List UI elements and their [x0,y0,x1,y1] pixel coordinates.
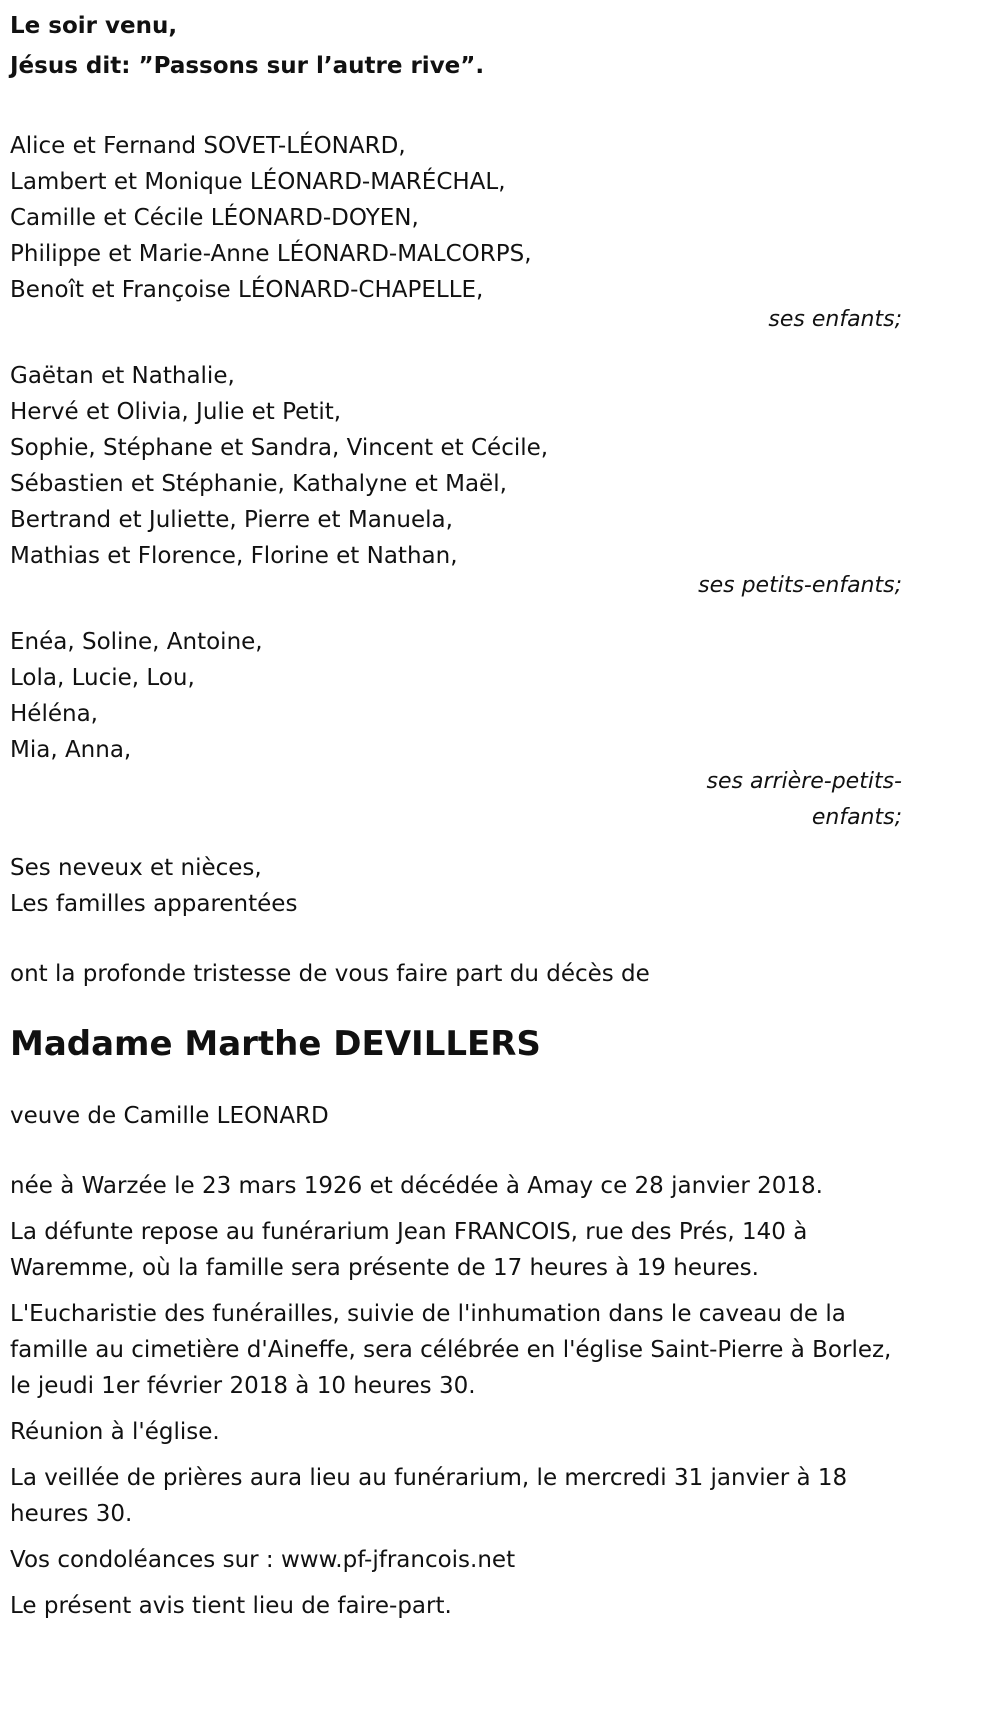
detail-paragraph: La veillée de prières aura lieu au funérarium, le mercredi 31 janvier à 18 heures 30. [10,1465,848,1527]
family-member-line: Mia, Anna, [10,737,132,763]
relation-wrap [10,764,902,836]
widow-of-line: veuve de Camille LEONARD [10,1103,329,1129]
family-member-line: Benoît et Françoise LÉONARD-CHAPELLE, [10,277,484,303]
family-member-line: Enéa, Soline, Antoine, [10,629,263,655]
family-member-line: Lola, Lucie, Lou, [10,665,195,691]
family-member-line: Gaëtan et Nathalie, [10,363,235,389]
detail-paragraph: née à Warzée le 23 mars 1926 et décédée à Amay ce 28 janvier 2018. [10,1173,823,1199]
epigraph [10,0,1000,86]
details-section [10,1168,1000,1624]
family-member-line: Les familles apparentées [10,891,298,917]
detail-paragraph: L'Eucharistie des funérailles, suivie de l'inhumation dans le caveau de la famille au cimetière d'Aineffe, sera célébrée en l'église Saint-Pierre à Borlez, le jeudi 1er février 2018 à 10 heures 30. [10,1301,892,1399]
family-member-line: Ses neveux et nièces, [10,855,262,881]
detail-paragraph: La défunte repose au funérarium Jean FRANCOIS, rue des Prés, 140 à Waremme, où la famille sera présente de 17 heures à 19 heures. [10,1219,808,1281]
family-member-line: Lambert et Monique LÉONARD-MARÉCHAL, [10,169,506,195]
grandchildren-group [10,358,1000,604]
condolences-line: Vos condoléances sur : www.pf-jfrancois.net [10,1547,516,1573]
epigraph-line: Le soir venu, [10,13,178,39]
family-member-line: Bertrand et Juliette, Pierre et Manuela, [10,507,453,533]
family-member-line: Alice et Fernand SOVET-LÉONARD, [10,133,406,159]
family-member-line: Camille et Cécile LÉONARD-DOYEN, [10,205,419,231]
great-grandchildren-group [10,624,1000,836]
relation-label: ses enfants; [768,307,902,332]
relation-label: ses petits-enfants; [698,573,902,598]
relation-label: ses arrière-petits-enfants; [706,769,902,830]
announcement-text: ont la profonde tristesse de vous faire part du décès de [10,961,650,987]
family-member-line: Héléna, [10,701,98,727]
family-member-line: Hervé et Olivia, Julie et Petit, [10,399,342,425]
detail-paragraph: Le présent avis tient lieu de faire-part. [10,1593,452,1619]
family-member-line: Sophie, Stéphane et Sandra, Vincent et Cécile, [10,435,549,461]
deceased-name: Madame Marthe DEVILLERS [10,1024,541,1064]
others-group [10,850,1000,922]
detail-paragraph: Réunion à l'église. [10,1419,220,1445]
children-group [10,128,1000,338]
epigraph-line: Jésus dit: ”Passons sur l’autre rive”. [10,53,485,79]
family-member-line: Philippe et Marie-Anne LÉONARD-MALCORPS, [10,241,532,267]
family-member-line: Sébastien et Stéphanie, Kathalyne et Maël, [10,471,507,497]
family-member-line: Mathias et Florence, Florine et Nathan, [10,543,458,569]
